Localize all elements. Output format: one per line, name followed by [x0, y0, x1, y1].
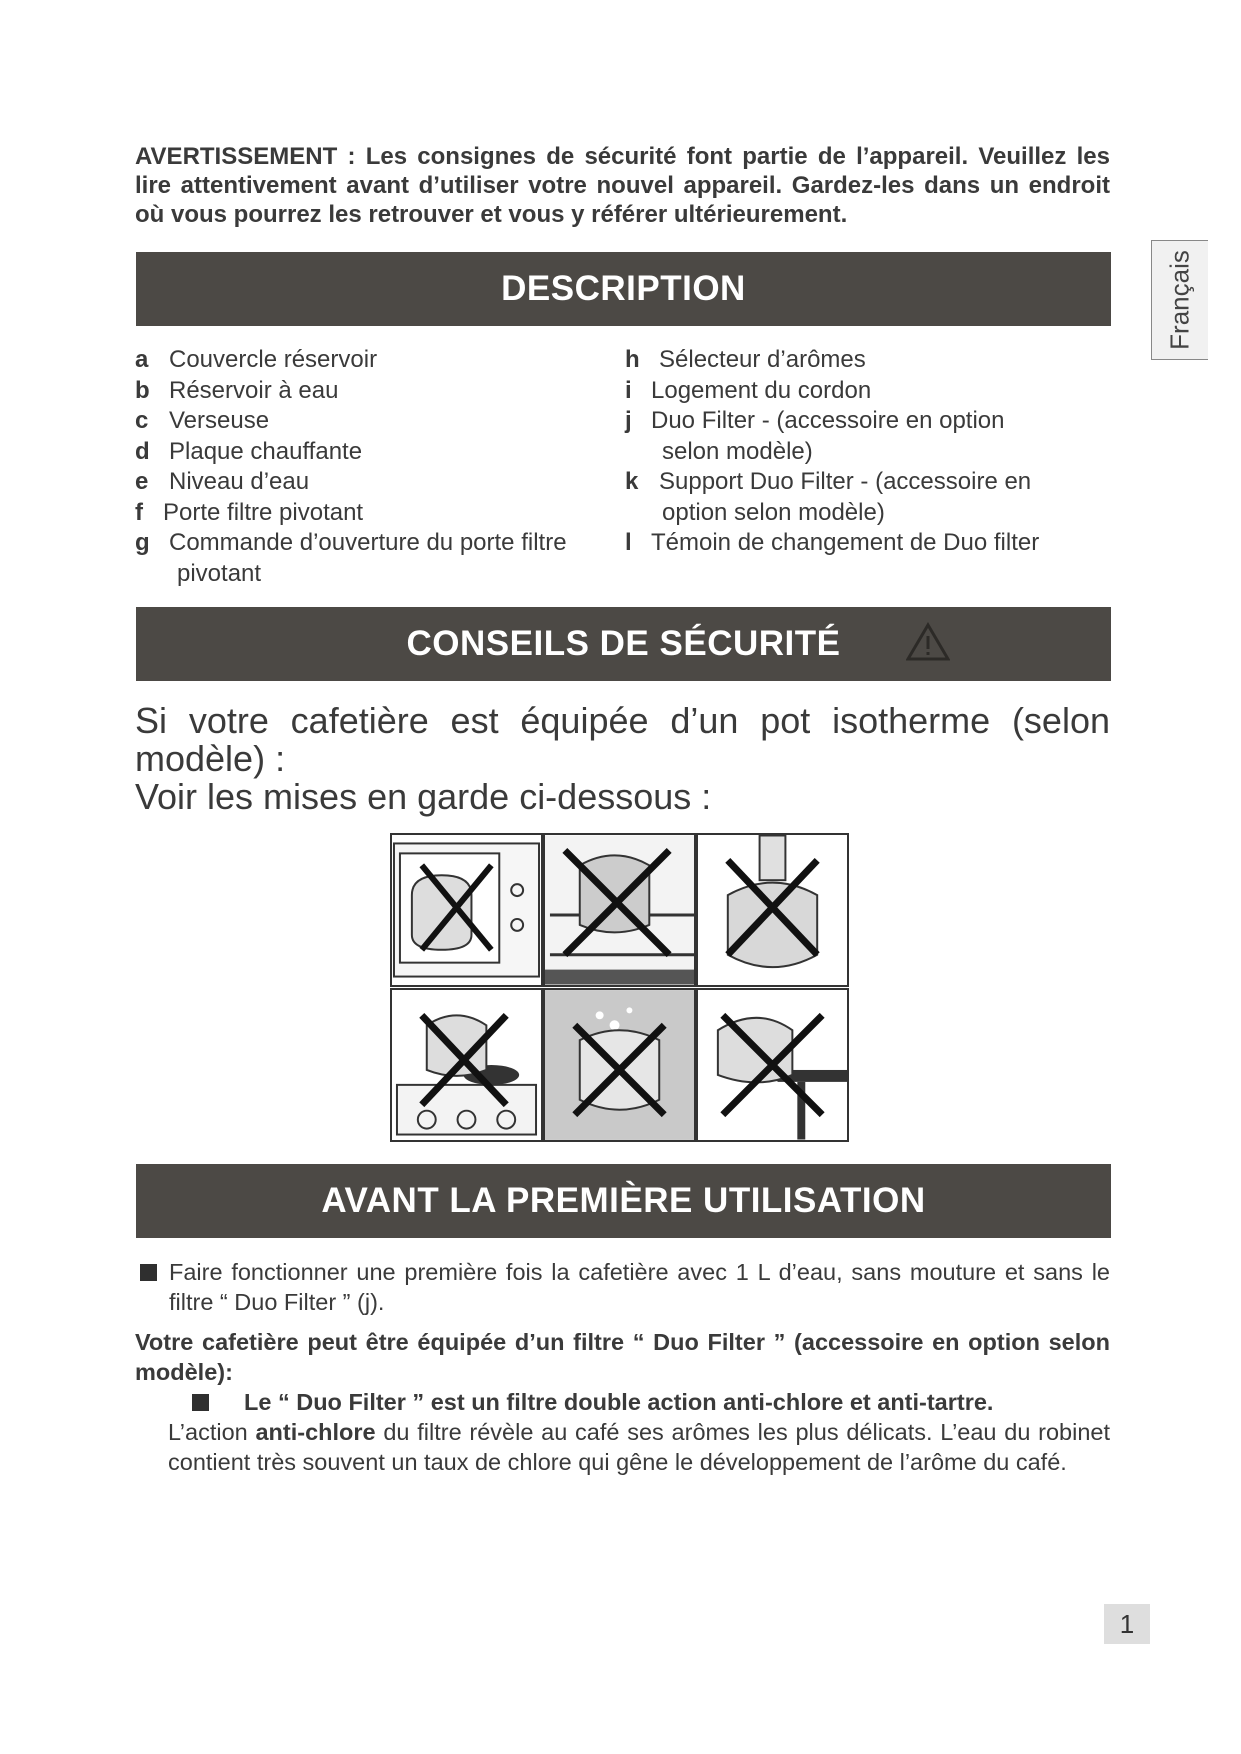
square-bullet-icon: [192, 1394, 209, 1411]
first-use-content: [135, 1257, 1110, 1477]
no-dishwasher-pictogram: [543, 833, 696, 987]
safety-intro: [135, 702, 1110, 816]
list-item-continuation: option selon modèle): [662, 498, 885, 526]
list-item: i Logement du cordon: [625, 376, 872, 404]
list-item: l Témoin de changement de Duo filter: [625, 529, 1040, 556]
description-banner: [136, 252, 1111, 326]
list-item: a Couvercle réservoir: [135, 346, 378, 373]
safety-title: CONSEILS DE SÉCURITÉ: [406, 624, 841, 663]
language-tab-label: Français: [1164, 250, 1195, 350]
safety-warning-paragraph: AVERTISSEMENT : Les consignes de sécurité font partie de l’appareil. Veuillez les lire attentivement avant d’utiliser votre nouvel appareil. Gardez-les dans un endroit où vous pourrez les retrouver et vous y référer ultérieurement.: [135, 143, 1110, 228]
square-bullet-icon: [140, 1264, 157, 1281]
safety-pictogram-grid: [390, 833, 850, 1141]
list-item: h Sélecteur d’arômes: [625, 346, 866, 373]
anti-chlore-paragraph: L’action anti-chlore du filtre révèle au café ses arômes les plus délicats. L’eau du robinet contient très souvent un taux de chlore qui gêne le développement de l’arôme du café.: [168, 1419, 1110, 1475]
list-item: c Verseuse: [135, 407, 270, 434]
list-item: g Commande d’ouverture du porte filtre: [135, 529, 567, 556]
no-microwave-pictogram: [390, 833, 543, 987]
duo-filter-bullet: Le “ Duo Filter ” est un filtre double action anti-chlore et anti-tartre.: [135, 1387, 1110, 1417]
list-item: f Porte filtre pivotant: [135, 498, 364, 526]
list-item: k Support Duo Filter - (accessoire en: [625, 468, 1032, 495]
safety-banner: [136, 607, 1111, 681]
page-number: 1: [1104, 1604, 1150, 1644]
first-use-banner: [136, 1164, 1111, 1238]
description-list-right: [625, 345, 1095, 559]
list-item-continuation: pivotant: [177, 559, 262, 587]
first-use-title: AVANT LA PREMIÈRE UTILISATION: [321, 1181, 926, 1220]
no-stovetop-pictogram: [390, 988, 543, 1142]
list-item: e Niveau d’eau: [135, 468, 310, 495]
warning-triangle-icon: [906, 622, 950, 662]
list-item: d Plaque chauffante: [135, 437, 363, 465]
safety-intro-line-1: Si votre cafetière est équipée d’un pot isotherme (selon modèle) :: [135, 700, 1110, 779]
no-table-edge-pictogram: [696, 988, 849, 1142]
list-item: b Réservoir à eau: [135, 376, 339, 404]
language-tab: [1151, 240, 1208, 360]
list-item-continuation: selon modèle): [662, 437, 813, 465]
no-tap-water-pictogram: [696, 833, 849, 987]
description-title: DESCRIPTION: [501, 269, 746, 308]
no-immersion-pictogram: [543, 988, 696, 1142]
duo-filter-intro: Votre cafetière peut être équipée d’un filtre “ Duo Filter ” (accessoire en option selon modèle):: [135, 1329, 1110, 1385]
description-list-left: [135, 345, 605, 589]
list-item: j Duo Filter - (accessoire en option: [625, 407, 1005, 434]
first-use-bullet: Faire fonctionner une première fois la cafetière avec 1 L d’eau, sans mouture et sans le filtre “ Duo Filter ” (j).: [135, 1257, 1110, 1317]
safety-intro-line-2: Voir les mises en garde ci-dessous :: [135, 776, 712, 817]
